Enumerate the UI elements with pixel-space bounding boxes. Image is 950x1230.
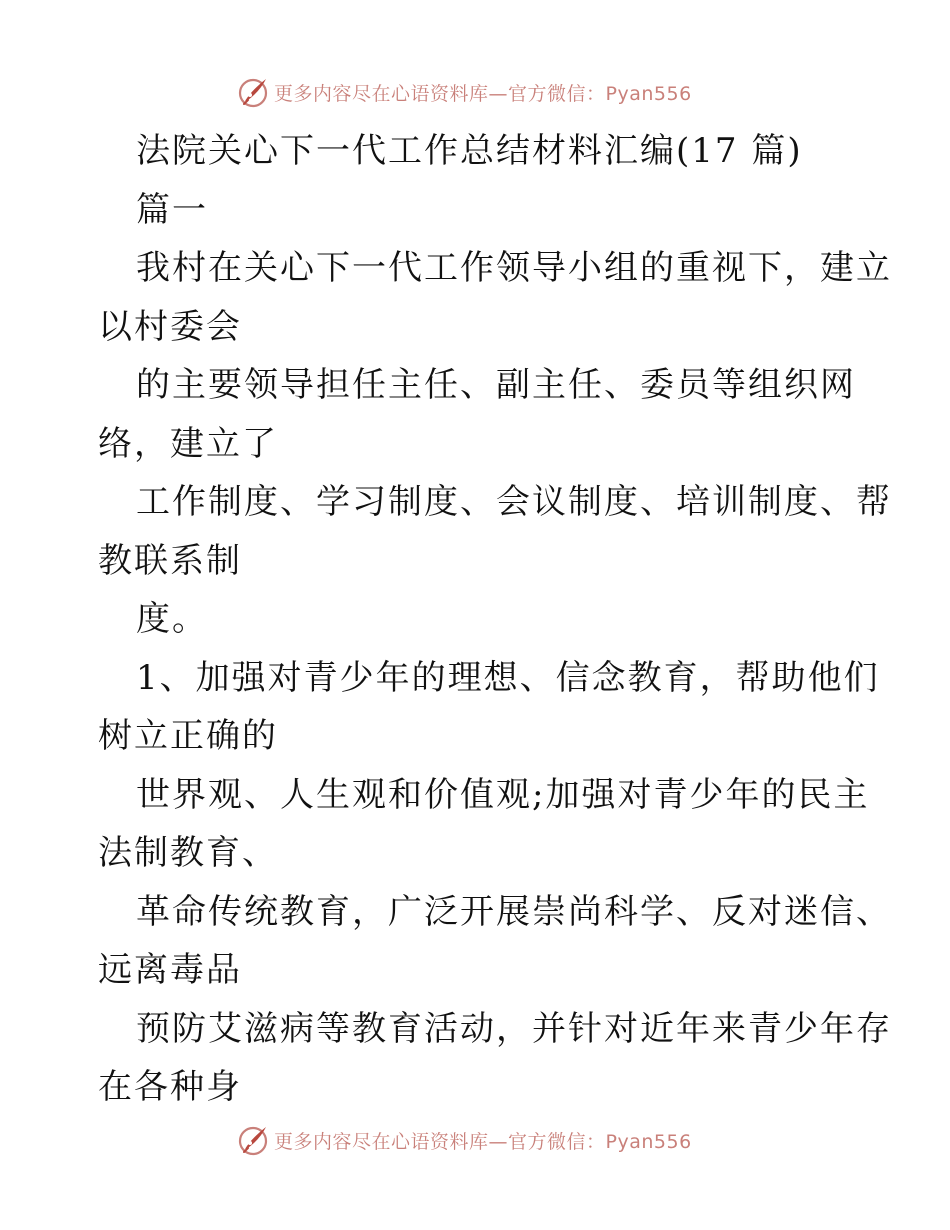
paragraph-line: 的主要领导担任主任、副主任、委员等组织网 — [136, 365, 856, 405]
paragraph-line: 度。 — [136, 599, 208, 639]
paragraph-line: 远离毒品 — [98, 950, 242, 990]
document-body — [98, 122, 892, 1117]
paragraph-line: 世界观、人生观和价值观;加强对青少年的民主 — [136, 774, 870, 815]
document-title: 法院关心下一代工作总结材料汇编(17 篇) — [136, 131, 803, 171]
quill-pen-logo-icon — [236, 1123, 270, 1157]
paragraph-line: 预防艾滋病等教育活动，并针对近年来青少年存 — [136, 1008, 892, 1049]
paragraph-line: 教联系制 — [98, 540, 242, 581]
paragraph-line: 工作制度、学习制度、会议制度、培训制度、帮 — [136, 482, 892, 522]
paragraph-line: 1、加强对青少年的理想、信念教育，帮助他们 — [136, 657, 880, 698]
section-heading: 篇一 — [136, 189, 208, 230]
header-watermark-text: 更多内容尽在心语资料库—官方微信：Pyan556 — [274, 82, 692, 105]
paragraph-line: 在各种身 — [98, 1067, 242, 1107]
paragraph-line: 树立正确的 — [98, 716, 278, 756]
quill-pen-logo-icon — [236, 75, 270, 109]
paragraph-line: 革命传统教育，广泛开展崇尚科学、反对迷信、 — [136, 891, 892, 932]
paragraph-line: 我村在关心下一代工作领导小组的重视下，建立 — [136, 248, 892, 288]
footer-watermark-banner — [236, 1120, 716, 1160]
paragraph-line: 法制教育、 — [98, 833, 278, 873]
footer-watermark-text: 更多内容尽在心语资料库—官方微信：Pyan556 — [274, 1130, 692, 1153]
header-watermark-banner — [236, 72, 716, 112]
paragraph-line: 以村委会 — [98, 306, 242, 347]
paragraph-line: 络，建立了 — [98, 423, 278, 464]
